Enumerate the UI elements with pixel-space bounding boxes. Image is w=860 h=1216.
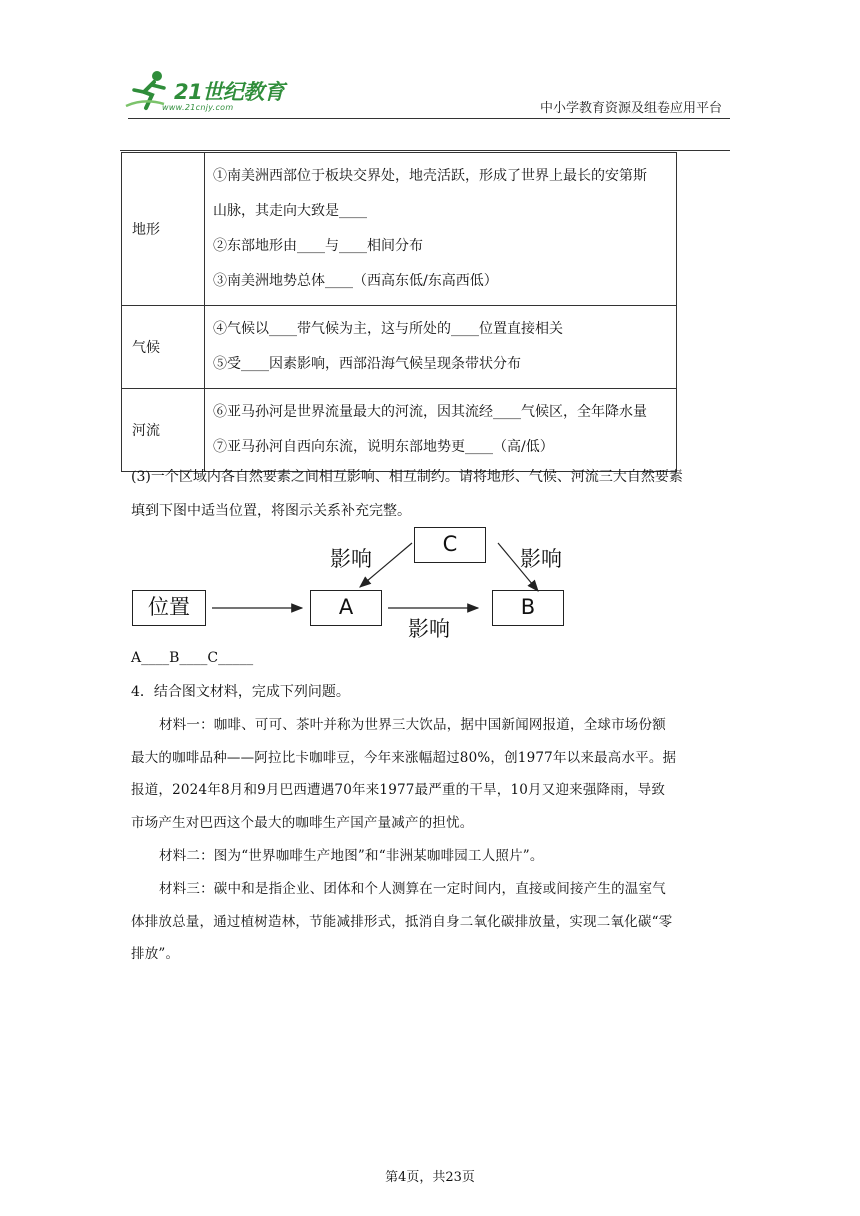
box-b: B: [492, 590, 564, 626]
relationship-diagram: [130, 525, 580, 650]
material-1-line: 报道，2024年8月和9月巴西遭遇70年来1977最严重的干旱，10月又迎来强降雨，导致: [131, 782, 666, 798]
material-3-line: 排放”。: [131, 946, 180, 962]
row-category: 气候: [122, 306, 205, 389]
row-category: 地形: [122, 153, 205, 306]
material-1-line: 最大的咖啡品种——阿拉比卡咖啡豆，今年来涨幅超过80%，创1977年以来最高水平。据: [131, 749, 677, 766]
table-row: [122, 153, 677, 306]
page-header: [0, 0, 860, 152]
box-a: A: [310, 590, 382, 626]
header-divider: [128, 118, 730, 119]
answer-line: A____B____C_____: [131, 650, 254, 666]
material-1: [131, 709, 731, 839]
question-3-line-1: (3)一个区域内各自然要素之间相互影响、相互制约。请将地形、气候、河流三大自然要素: [131, 469, 683, 485]
question-4-title: 4．结合图文材料，完成下列问题。: [131, 684, 350, 700]
table-line: 山脉，其走向大致是____: [213, 203, 367, 219]
label-influence-right: 影响: [520, 547, 562, 571]
material-3-line: 体排放总量，通过植树造林，节能减排形式，抵消自身二氧化碳排放量，实现二氧化碳“零: [131, 913, 673, 930]
row-content: [205, 153, 677, 306]
box-c: C: [414, 527, 486, 563]
logo-text: 21世纪教育: [174, 80, 285, 104]
material-3-line: 材料三：碳中和是指企业、团体和个人测算在一定时间内，直接或间接产生的温室气: [159, 881, 666, 897]
row-category: 河流: [122, 389, 205, 472]
material-3: [131, 873, 731, 971]
platform-name: 中小学教育资源及组卷应用平台: [539, 101, 722, 116]
table-row: [122, 306, 677, 389]
material-1-line: 材料一：咖啡、可可、茶叶并称为世界三大饮品，据中国新闻网报道，全球市场份额: [159, 717, 666, 733]
table-line: ⑦亚马孙河自西向东流，说明东部地势更____（高/低）: [213, 439, 554, 455]
material-2: 材料二：图为“世界咖啡生产地图”和“非洲某咖啡园工人照片”。: [159, 848, 544, 864]
question-3-line-2: 填到下图中适当位置，将图示关系补充完整。: [131, 503, 411, 519]
label-influence-left: 影响: [330, 547, 372, 571]
knowledge-table: [121, 152, 677, 472]
table-line: ②东部地形由____与____相间分布: [213, 238, 423, 254]
logo: [124, 68, 294, 118]
material-1-line: 市场产生对巴西这个最大的咖啡生产国产量减产的担忧。: [131, 814, 474, 831]
table-line: ⑥亚马孙河是世界流量最大的河流，因其流经____气候区，全年降水量: [213, 404, 647, 420]
row-content: [205, 306, 677, 389]
box-position: 位置: [132, 590, 206, 626]
table-top-divider: [120, 150, 730, 151]
label-influence-bottom: 影响: [408, 617, 450, 641]
page-number: 第4页，共23页: [385, 1170, 475, 1185]
logo-url: www.21cnjy.com: [162, 103, 234, 112]
table-line: ①南美洲西部位于板块交界处，地壳活跃，形成了世界上最长的安第斯: [213, 168, 647, 184]
table-line: ④气候以____带气候为主，这与所处的____位置直接相关: [213, 321, 563, 337]
table-line: ⑤受____因素影响，西部沿海气候呈现条带状分布: [213, 356, 521, 372]
table-line: ③南美洲地势总体____（西高东低/东高西低）: [213, 273, 498, 289]
question-3: [131, 460, 731, 528]
